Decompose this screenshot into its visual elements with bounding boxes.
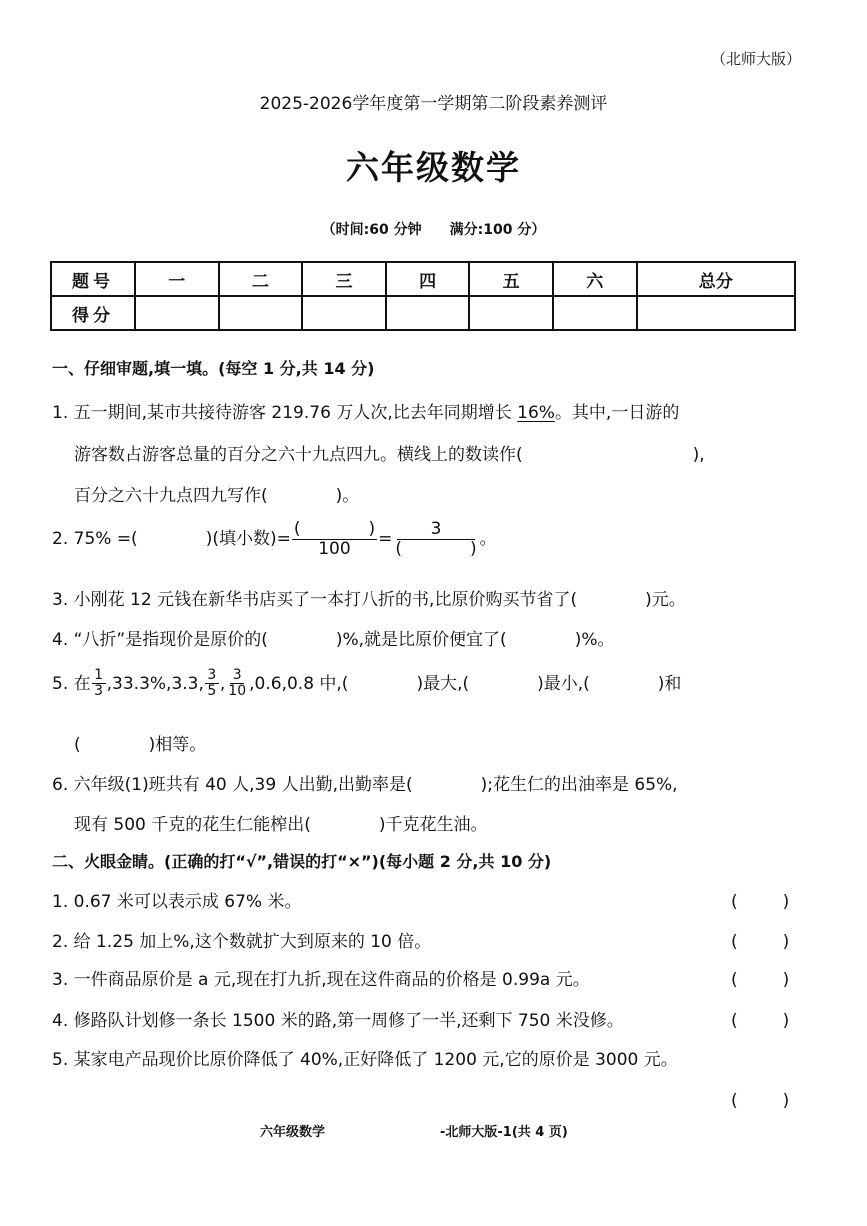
question-2 <box>52 520 497 558</box>
score-table-col: 六 <box>553 262 637 296</box>
question-1-line-2: 游客数占游客总量的百分之六十九点四九。横线上的数读作( ), <box>74 445 705 465</box>
score-cell <box>302 296 386 330</box>
judge-item-4: 4. 修路队计划修一条长 1500 米的路,第一周修了一半,还剩下 750 米没修。 <box>52 1011 624 1031</box>
fraction-numerator: 3 <box>230 668 244 684</box>
question-5-text: , <box>219 673 226 694</box>
question-5-text: 5. 在 <box>52 673 91 694</box>
question-6-line-1: 6. 六年级(1)班共有 40 人,39 人出勤,出勤率是( );花生仁的出油率是 65%, <box>52 775 678 795</box>
equals-sign: = <box>378 529 393 550</box>
question-1-line-3: 百分之六十九点四九写作( )。 <box>74 486 360 506</box>
question-1-text: 。其中,一日游的 <box>554 403 680 423</box>
judge-item-2: 2. 给 1.25 加上%,这个数就扩大到原来的 10 倍。 <box>52 932 432 952</box>
score-table-header-row <box>51 262 795 296</box>
fraction-denominator: 3 <box>94 683 104 700</box>
score-cell <box>219 296 303 330</box>
time-and-score-info: （时间:60 分钟 满分:100 分） <box>321 222 546 238</box>
footer-page-info: -北师大版-1(共 4 页) <box>440 1125 568 1140</box>
fraction-denominator: 10 <box>228 683 247 700</box>
question-1-line-1 <box>52 398 679 423</box>
fraction <box>292 520 377 558</box>
question-5-text: ,0.6,0.8 中,( )最大,( )最小,( )和 <box>249 673 682 694</box>
score-table-row-label: 得分 <box>51 296 135 330</box>
score-table-col: 二 <box>219 262 303 296</box>
judge-item-5: 5. 某家电产品现价比原价降低了 40%,正好降低了 1200 元,它的原价是 3000 元。 <box>52 1050 678 1070</box>
score-table-col: 四 <box>386 262 470 296</box>
score-table-row-label: 题号 <box>51 262 135 296</box>
question-6-line-2: 现有 500 千克的花生仁能榨出( )千克花生油。 <box>74 815 488 835</box>
score-cell <box>469 296 553 330</box>
edition-label: （北师大版） <box>710 50 801 68</box>
section-2-heading: 二、火眼金睛。(正确的打“√”,错误的打“×”)(每小题 2 分,共 10 分) <box>52 852 552 871</box>
underlined-percent: 16% <box>517 403 555 423</box>
score-cell <box>637 296 795 330</box>
question-4: 4. “八折”是指现价是原价的( )%,就是比原价便宜了( )%。 <box>52 630 615 650</box>
fraction-numerator: 1 <box>92 668 106 684</box>
section-1-heading: 一、仔细审题,填一填。(每空 1 分,共 14 分) <box>52 359 375 378</box>
question-5-line-1 <box>52 668 681 700</box>
fraction <box>226 668 248 700</box>
answer-parentheses[interactable]: ( ) <box>731 892 804 912</box>
answer-parentheses[interactable]: ( ) <box>731 1091 804 1111</box>
fraction-denominator: ( ) <box>395 538 477 559</box>
fraction-denominator: 100 <box>318 538 351 559</box>
score-table-col: 一 <box>135 262 219 296</box>
answer-parentheses[interactable]: ( ) <box>731 970 804 990</box>
fraction <box>92 668 106 700</box>
question-5-text: ,33.3%,3.3, <box>106 673 204 694</box>
score-table-col: 五 <box>469 262 553 296</box>
question-2-text: 2. 75% =( )(填小数)= <box>52 529 291 550</box>
score-table-score-row <box>51 296 795 330</box>
fraction-numerator: ( ) <box>293 519 376 539</box>
question-3: 3. 小刚花 12 元钱在新华书店买了一本打八折的书,比原价购买节省了( )元。 <box>52 590 686 610</box>
exam-term-title: 2025-2026学年度第一学期第二阶段素养测评 <box>259 94 608 114</box>
question-5-line-2: ( )相等。 <box>74 735 207 755</box>
score-table <box>50 261 796 331</box>
footer-subject: 六年级数学 <box>260 1125 326 1140</box>
answer-parentheses[interactable]: ( ) <box>731 932 804 952</box>
score-cell <box>553 296 637 330</box>
question-1-text: 1. 五一期间,某市共接待游客 219.76 万人次,比去年同期增长 <box>52 403 518 423</box>
fraction-numerator: 3 <box>205 668 219 684</box>
fraction <box>393 520 478 558</box>
score-table-col: 三 <box>302 262 386 296</box>
question-2-end: 。 <box>479 529 497 550</box>
score-cell <box>135 296 219 330</box>
fraction <box>205 668 219 700</box>
judge-item-3: 3. 一件商品原价是 a 元,现在打九折,现在这件商品的价格是 0.99a 元。 <box>52 970 590 990</box>
answer-parentheses[interactable]: ( ) <box>731 1011 804 1031</box>
judge-item-1: 1. 0.67 米可以表示成 67% 米。 <box>52 892 302 912</box>
score-cell <box>386 296 470 330</box>
fraction-denominator: 5 <box>207 683 217 700</box>
score-table-col: 总分 <box>637 262 795 296</box>
page-title: 六年级数学 <box>346 148 521 187</box>
fraction-numerator: 3 <box>397 520 475 540</box>
